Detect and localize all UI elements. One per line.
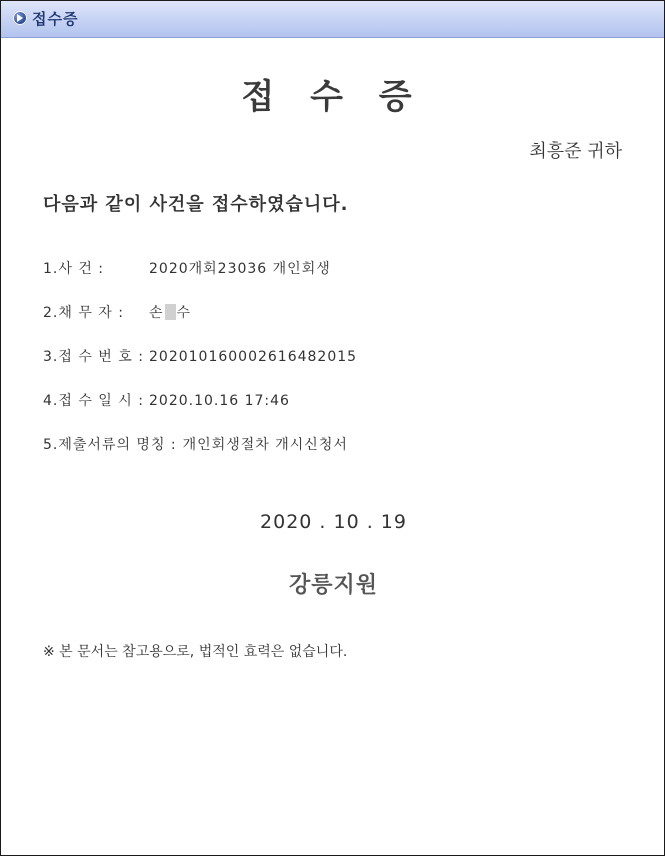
court-name: 강릉지원 bbox=[288, 572, 378, 598]
detail-document-name bbox=[43, 434, 348, 454]
detail-label: 2.채 무 자 : bbox=[43, 305, 124, 321]
disclaimer-notice: ※ 본 문서는 참고용으로, 법적인 효력은 없습니다. bbox=[43, 644, 348, 660]
detail-receipt-number bbox=[43, 346, 357, 366]
redacted-block bbox=[165, 304, 176, 320]
arrow-bullet-icon bbox=[13, 11, 27, 25]
detail-value: 개인회생절차 개시신청서 bbox=[182, 437, 348, 453]
detail-label: 5.제출서류의 명칭 : bbox=[43, 437, 177, 453]
detail-receipt-datetime bbox=[43, 390, 290, 410]
detail-label: 4.접 수 일 시 : bbox=[43, 393, 144, 409]
debtor-name-suffix: 수 bbox=[176, 305, 192, 321]
detail-value: 2020.10.16 17:46 bbox=[149, 393, 290, 409]
window-title: 접수증 bbox=[32, 10, 79, 28]
window-titlebar bbox=[1, 1, 664, 38]
detail-value: 20201016000261648​2015 bbox=[149, 349, 358, 365]
detail-label: 3.접 수 번 호 : bbox=[43, 349, 144, 365]
intro-text: 다음과 같이 사건을 접수하였습니다. bbox=[43, 194, 349, 215]
detail-value: 2020개회23036 개인회생 bbox=[149, 261, 331, 277]
debtor-name-prefix: 손 bbox=[149, 305, 164, 321]
document-title: 접 수 증 bbox=[241, 77, 424, 117]
issue-date: 2020 . 10 . 19 bbox=[260, 511, 407, 533]
recipient-name: 최흥준 귀하 bbox=[529, 141, 622, 162]
detail-case bbox=[43, 258, 331, 278]
detail-label: 1.사 건 : bbox=[43, 261, 105, 277]
detail-debtor bbox=[43, 302, 191, 322]
